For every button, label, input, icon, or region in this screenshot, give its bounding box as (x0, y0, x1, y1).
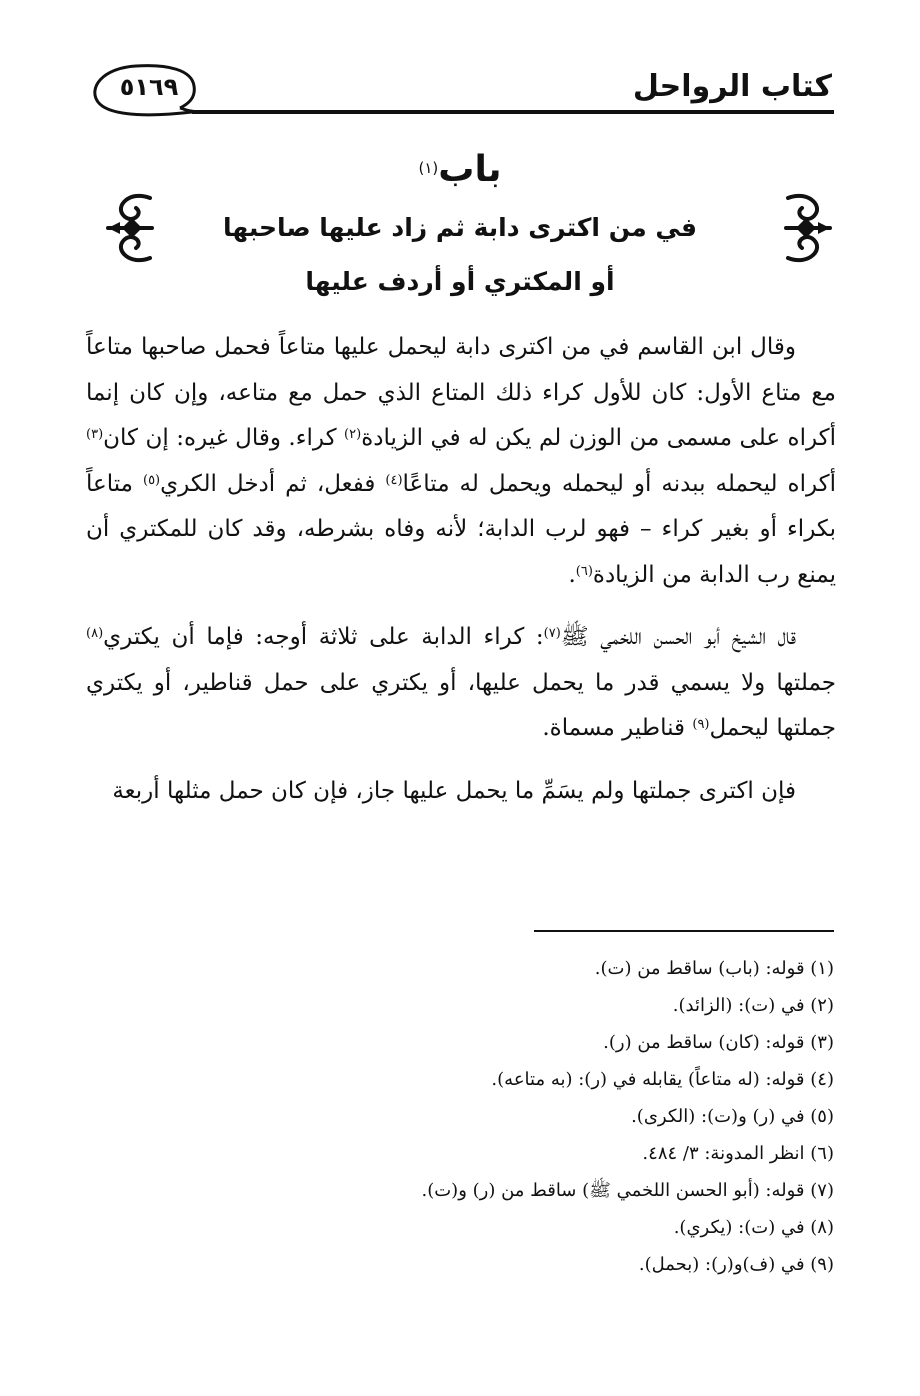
book-title: كتاب الرواحل (632, 69, 832, 104)
chapter-heading-text: باب (438, 149, 502, 190)
chapter-subtitle-line-2: أو المكتري أو أردف عليها (305, 267, 615, 296)
chapter-heading-note: (١) (418, 159, 439, 177)
footnote-item: (١) قوله: (باب) ساقط من (ت). (594, 958, 834, 979)
paragraph-1: وقال ابن القاسم في من اكترى دابة ليحمل عليها متاعاً فحمل صاحبها متاعاً مع متاع الأول: كان للأول كراء ذلك المتاع الذي حمل مع متاعه، وإن كان إنما أكراه على مسمى من الوزن لم يكن له في الزيادة$^{(٢)}$ كراء. وقال غيره: إن كان$^{(٣)}$ أكراه ليحمله ببدنه أو ليحمله ويحمل له متاعًا$^{(٤)}$ ففعل، ثم أدخل الكري$^{(٥)}$ متاعاً بكراء أو بغير كراء – فهو لرب الدابة؛ لأنه وفاه بشرطه، وقد كان للمكتري أن يمنع رب الدابة من الزيادة$^{(٦)}$. (86, 334, 836, 588)
footnote-separator (534, 930, 834, 932)
main-text (86, 325, 836, 831)
footnote-item: (٦) انظر المدونة: ٣/ ٤٨٤. (642, 1143, 834, 1164)
page-number: ٥١٦٩ (119, 73, 179, 101)
footnote-ref: (٣) (86, 427, 104, 442)
footnote-ref: (٢) (344, 427, 362, 442)
footnote-item: (٥) في (ر) و(ت): (الكرى). (631, 1106, 834, 1127)
chapter-heading (0, 148, 920, 192)
header-rule (192, 110, 834, 114)
footnote-item: (٨) في (ت): (يكري). (673, 1217, 834, 1238)
footnote-ref: (٨) (86, 626, 104, 641)
paragraph-2: قال الشيخ أبو الحسن اللخمي ﷺ$^{(٧)}$: كراء الدابة على ثلاثة أوجه: فإما أن يكتري$^{(٨)}$ جملتها ولا يسمي قدر ما يحمل عليها، أو يكتري على حمل قناطير، أو يكتري جملتها ليحمل$^{(٩)}$ قناطير مسماة. (86, 624, 836, 741)
paragraph-3: فإن اكترى جملتها ولم يسَمِّ ما يحمل عليها جاز، فإن كان حمل مثلها أربعة (112, 777, 796, 804)
footnote-item: (٢) في (ت): (الزائد). (672, 995, 834, 1016)
footnote-ref: (٤) (385, 472, 403, 488)
footnote-item: (٣) قوله: (كان) ساقط من (ر). (603, 1032, 834, 1053)
floral-ornament-icon (778, 188, 834, 268)
footnote-ref: (٦) (575, 563, 593, 579)
footnote-item: (٤) قوله: (له متاعاً) يقابله في (ر): (به متاعه). (491, 1069, 834, 1090)
footnotes-list (86, 950, 834, 1283)
footnote-item: (٩) في (ف)و(ر): (بحمل). (638, 1254, 834, 1275)
chapter-subtitle-line-1: في من اكترى دابة ثم زاد عليها صاحبها (222, 213, 698, 242)
footnote-ref: (٩) (692, 717, 710, 732)
footnote-ref: (٥) (142, 472, 161, 488)
running-header (88, 58, 834, 128)
footnote-ref: (٧) (543, 626, 561, 641)
page-number-badge (88, 58, 200, 120)
footnote-item: (٧) قوله: (أبو الحسن اللخمي ﷺ) ساقط من (ر) و(ت). (421, 1180, 834, 1201)
